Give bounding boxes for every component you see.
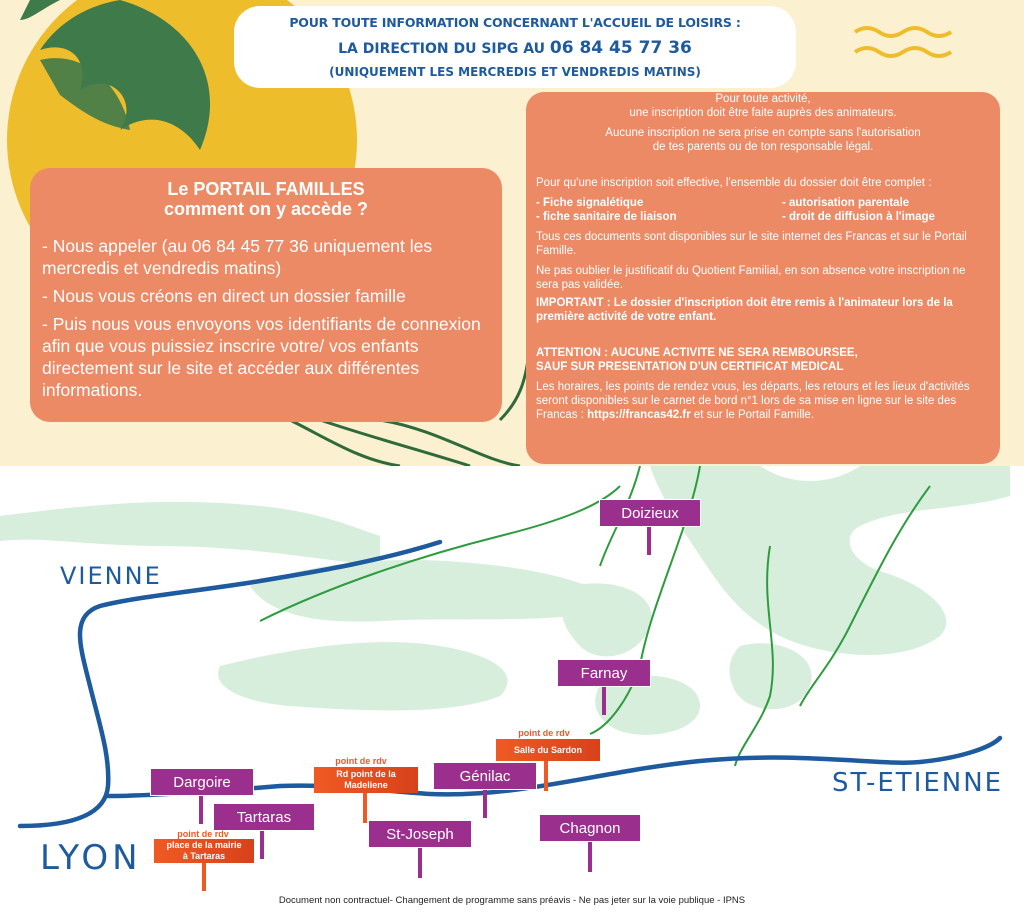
- rdv-rd-point-madeleine[interactable]: [314, 767, 418, 793]
- city-lyon: LYON: [40, 838, 142, 878]
- rdv-madeleine-line2: Madeliene: [344, 780, 388, 790]
- rdv-tartaras-line1: place de la mairie: [166, 840, 242, 850]
- header-line2-prefix: LA DIRECTION DU SIPG AU: [338, 41, 550, 57]
- portal-title-line1: Le PORTAIL FAMILLES: [167, 179, 365, 199]
- pin-stem: [602, 687, 606, 715]
- city-vienne: VIENNE: [60, 562, 162, 590]
- doc-item: - autorisation parentale: [782, 197, 910, 209]
- wave-icon: [855, 28, 951, 36]
- info-p1-line2: une inscription doit être faite auprès des animateurs.: [629, 107, 897, 119]
- portal-step: - Nous vous créons en direct un dossier famille: [42, 286, 406, 306]
- rdv-tartaras-line2: à Tartaras: [182, 851, 226, 861]
- required-documents: [536, 196, 990, 224]
- portal-title-line2: comment on y accède ?: [163, 199, 369, 219]
- rdv-madeleine-line1: Rd point de la: [336, 769, 396, 779]
- pin-stem: [418, 848, 422, 878]
- town-chagnon[interactable]: Chagnon: [539, 814, 641, 842]
- info-p2: [536, 126, 990, 154]
- town-genilac[interactable]: Génilac: [433, 762, 537, 790]
- header-line3: (UNIQUEMENT LES MERCREDIS ET VENDREDIS MATINS): [329, 65, 701, 79]
- town-dargoire[interactable]: Dargoire: [150, 768, 254, 796]
- portal-steps: [42, 235, 492, 401]
- pin-stem: [588, 842, 592, 872]
- francas-link[interactable]: https://francas42.fr: [587, 409, 691, 421]
- town-st-joseph[interactable]: St-Joseph: [368, 820, 472, 848]
- pin-stem: [483, 790, 487, 818]
- info-p1-line1: Pour toute activité,: [715, 93, 811, 105]
- town-farnay[interactable]: Farnay: [557, 659, 651, 687]
- pin-stem: [544, 761, 548, 791]
- header-line1: POUR TOUTE INFORMATION CONCERNANT L'ACCUEIL DE LOISIRS :: [289, 15, 741, 30]
- rdv-label: point de rdv: [335, 756, 387, 766]
- portal-step: - Nous appeler (au 06 84 45 77 36 uniquement les mercredis et vendredis matins): [42, 236, 433, 278]
- map-section: [0, 466, 1024, 912]
- portal-title: [30, 179, 502, 219]
- town-tartaras[interactable]: Tartaras: [213, 803, 315, 831]
- info-attention: [536, 346, 990, 374]
- doc-item: - droit de diffusion à l'image: [782, 211, 935, 223]
- footer-disclaimer: Document non contractuel- Changement de programme sans préavis - Ne pas jeter sur la voie publique - IPNS: [278, 895, 746, 906]
- info-p5: Ne pas oublier le justificatif du Quotient Familial, en son absence votre inscription ne sera pas validée.: [536, 265, 966, 291]
- info-p2-line1: Aucune inscription ne sera prise en compte sans l'autorisation: [605, 127, 921, 139]
- wave-icon-2: [855, 48, 951, 56]
- info-p8-end: et sur le Portail Famille.: [690, 409, 815, 421]
- hills-shape: [0, 466, 1010, 735]
- pin-stem: [202, 863, 206, 891]
- portal-step: - Puis nous vous envoyons vos identifiants de connexion afin que vous puissiez inscrire votre/ vos enfants directement sur le site et accéder aux différentes informations.: [42, 314, 481, 400]
- info-p8: [536, 380, 990, 422]
- pin-stem: [260, 831, 264, 859]
- doc-item: - fiche sanitaire de liaison: [536, 211, 677, 223]
- info-p4: Tous ces documents sont disponibles sur le site internet des Francas et sur le Portail Famille.: [536, 231, 967, 257]
- phone-number: 06 84 45 77 36: [549, 38, 692, 58]
- registration-info-box: [526, 92, 1000, 464]
- info-attention-line1: ATTENTION : AUCUNE ACTIVITE NE SERA REMBOURSEE,: [536, 347, 858, 359]
- portal-families-box: [30, 168, 502, 422]
- header-line2: [234, 38, 796, 58]
- info-attention-line2: SAUF SUR PRESENTATION D'UN CERTIFICAT MEDICAL: [536, 361, 844, 373]
- city-st-etienne: ST-ETIENNE: [832, 768, 1004, 798]
- town-doizieux[interactable]: Doizieux: [599, 499, 701, 527]
- info-p3: Pour qu'une inscription soit effective, l'ensemble du dossier doit être complet :: [536, 177, 932, 189]
- info-p2-line2: de tes parents ou de ton responsable légal.: [652, 141, 874, 153]
- contact-header: [234, 6, 796, 88]
- rdv-label: point de rdv: [177, 829, 229, 839]
- rdv-label: point de rdv: [518, 728, 570, 738]
- pin-stem: [647, 527, 651, 555]
- info-important: IMPORTANT : Le dossier d'inscription doit être remis à l'animateur lors de la première activité de votre enfant.: [536, 297, 953, 323]
- info-p8-text: Les horaires, les points de rendez vous, les départs, les retours et les lieux d'activités seront disponibles sur le carnet de bord n°1 lors de sa mise en ligne sur le site des Francas :: [536, 381, 970, 421]
- doc-item: - Fiche signalétique: [536, 197, 644, 209]
- pin-stem: [199, 796, 203, 824]
- pin-stem: [363, 793, 367, 823]
- rdv-place-mairie-tartaras[interactable]: [154, 839, 254, 863]
- rdv-salle-du-sardon[interactable]: Salle du Sardon: [496, 739, 600, 761]
- info-p1: [536, 92, 990, 120]
